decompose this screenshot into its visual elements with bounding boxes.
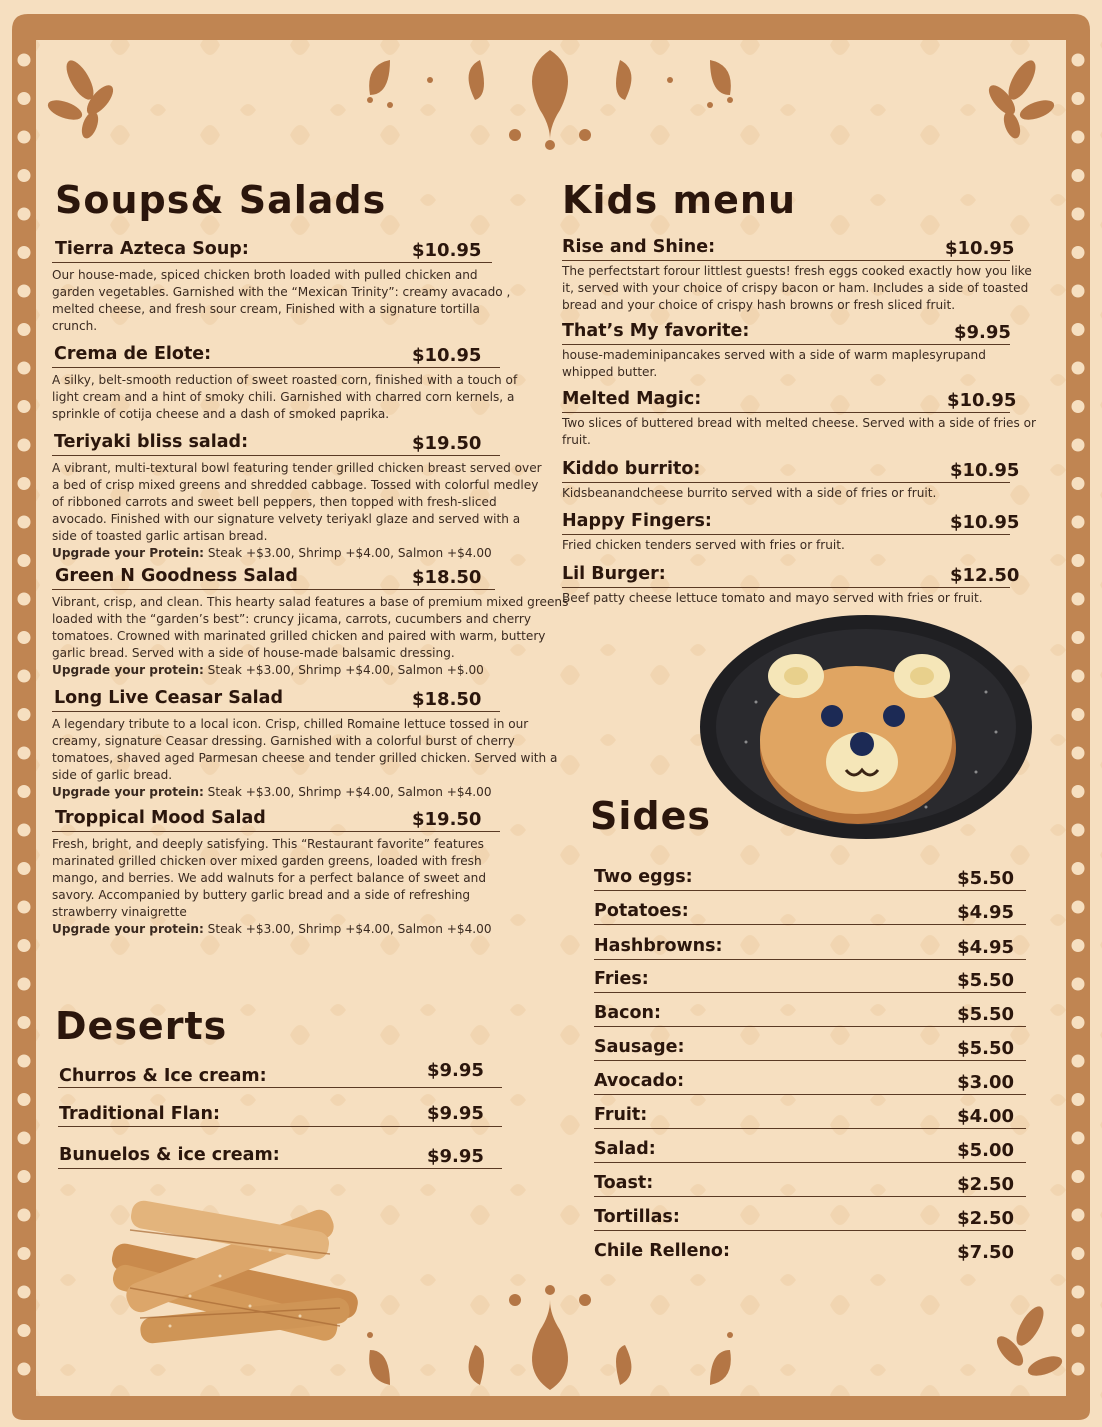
menu-item-happy-fingers — [562, 507, 1020, 554]
item-name: Long Live Ceasar Salad — [54, 688, 283, 708]
side-item — [594, 1138, 1026, 1163]
item-description: A legendary tribute to a local icon. Crisp, chilled Romaine lettuce tossed in our creamy, signature Ceasar dressing. Garnished with a colorful burst of cherry tomatoes, shaved aged Parmesan cheese and tender grilled chicken. Served with a side of garlic bread. — [52, 717, 558, 782]
item-price: $10.95 — [412, 345, 482, 366]
side-item-name: Two eggs: — [594, 867, 693, 887]
item-header — [52, 804, 500, 832]
side-item — [594, 1070, 1026, 1095]
floral-corner-ornament — [40, 50, 120, 140]
side-item — [594, 1240, 1026, 1264]
item-description: Vibrant, crisp, and clean. This hearty salad features a base of premium mixed greens loaded with the “garden’s best”: cruncy jicama, carrots, cucumbers and cherry tomatoes. Crowned with marinated grilled chicken and paired with warm, buttery garlic bread. Served with a side of house-made balsamic dressing. — [52, 595, 569, 660]
item-price: $10.95 — [412, 240, 482, 261]
item-name: Lil Burger: — [562, 564, 666, 584]
upgrade-label: Upgrade your protein: — [52, 922, 204, 936]
protein-upgrade — [52, 784, 500, 801]
side-item — [594, 1172, 1026, 1197]
upgrade-label: Upgrade your protein: — [52, 785, 204, 799]
side-item-price: $5.50 — [957, 868, 1014, 889]
item-description: Kidsbeanandcheese burrito served with a side of fries or fruit. — [562, 486, 937, 500]
item-name: Rise and Shine: — [562, 237, 716, 257]
menu-item-melted-magic — [562, 385, 1037, 449]
side-item — [594, 900, 1026, 925]
side-item-price: $5.50 — [957, 970, 1014, 991]
item-header — [562, 233, 1015, 261]
side-item-name: Avocado: — [594, 1071, 685, 1091]
item-name: Tierra Azteca Soup: — [55, 239, 249, 259]
side-item-name: Toast: — [594, 1173, 654, 1193]
side-item-name: Sausage: — [594, 1037, 685, 1057]
side-item-name: Bacon: — [594, 1003, 662, 1023]
item-description: Beef patty cheese lettuce tomato and mayo served with fries or fruit. — [562, 591, 983, 605]
soups-salads-title: Soups& Salads — [55, 178, 387, 222]
item-description: Fresh, bright, and deeply satisfying. This “Restaurant favorite” features marinated grilled chicken over mixed garden greens, loaded with fresh mango, and berries. We add walnuts for a perfect balance of sweet and savory. Accompanied by buttery garlic bread and a side of refreshing strawberry vinaigrette — [52, 837, 486, 919]
item-price: $12.50 — [950, 565, 1020, 586]
side-item-price: $5.50 — [957, 1004, 1014, 1025]
side-item-price: $4.95 — [957, 937, 1014, 958]
side-item-name: Hashbrowns: — [594, 936, 723, 956]
floral-corner-ornament — [990, 1296, 1070, 1396]
side-item — [594, 1206, 1026, 1231]
item-price: $10.95 — [950, 512, 1020, 533]
item-header — [58, 1099, 502, 1127]
item-price: $19.50 — [412, 809, 482, 830]
side-item-price: $2.50 — [957, 1208, 1014, 1229]
menu-item-kiddo-burrito — [562, 455, 1020, 502]
item-name: Green N Goodness Salad — [55, 566, 298, 586]
floral-bottom-ornament — [330, 1285, 770, 1400]
item-header — [562, 560, 1020, 588]
item-description: Fried chicken tenders served with fries or fruit. — [562, 538, 845, 552]
item-name: Troppical Mood Salad — [55, 808, 266, 828]
deserts-title: Deserts — [55, 1004, 228, 1048]
side-item-name: Fruit: — [594, 1105, 648, 1125]
side-item — [594, 935, 1026, 960]
item-price: $18.50 — [412, 689, 482, 710]
side-item-name: Salad: — [594, 1139, 656, 1159]
item-name: Churros & Ice cream: — [59, 1066, 267, 1086]
side-item-name: Chile Relleno: — [594, 1241, 730, 1261]
item-header — [52, 562, 495, 590]
desert-item-churros — [58, 1060, 502, 1088]
upgrade-options: Steak +$3.00, Shrimp +$4.00, Salmon +$4.00 — [204, 546, 492, 560]
item-description: A vibrant, multi-textural bowl featuring tender grilled chicken breast served over a bed of crisp mixed greens and shredded cabbage. Tossed with colorful medley of ribboned carrots and sweet bell peppers, then topped with fresh-sliced avocado. Finished with our signature velvety teriyakl glaze and served with a side of toasted garlic artisan bread. — [52, 461, 542, 543]
item-name: Bunuelos & ice cream: — [59, 1145, 280, 1165]
side-item — [594, 1036, 1026, 1061]
item-name: Teriyaki bliss salad: — [54, 432, 249, 452]
menu-item-rise-and-shine — [562, 233, 1032, 314]
sides-title: Sides — [590, 794, 711, 838]
side-item-price: $5.50 — [957, 1038, 1014, 1059]
item-header — [562, 317, 1010, 345]
item-price: $9.95 — [427, 1146, 484, 1167]
item-name: Crema de Elote: — [54, 344, 212, 364]
desert-item-bunuelos — [58, 1141, 502, 1169]
item-description: A silky, belt-smooth reduction of sweet roasted corn, finished with a touch of light cream and a hint of smoky chili. Garnished with charred corn kernels, a sprinkle of cotija cheese and a dash of smoked paprika. — [52, 373, 518, 421]
churros-image — [100, 1196, 365, 1372]
side-item-name: Fries: — [594, 969, 649, 989]
side-item-price: $4.95 — [957, 902, 1014, 923]
item-description: house-mademinipancakes served with a side of warm maplesyrupand whipped butter. — [562, 348, 986, 379]
protein-upgrade — [52, 921, 500, 938]
upgrade-options: Steak +$3.00, Shrimp +$4.00, Salmon +$.00 — [203, 663, 484, 677]
item-price: $9.95 — [954, 322, 1011, 343]
side-item-price: $4.00 — [957, 1106, 1014, 1127]
floral-top-ornament — [330, 40, 770, 150]
item-price: $19.50 — [412, 433, 482, 454]
kids-menu-title: Kids menu — [562, 178, 796, 222]
menu-item-troppical-mood — [52, 804, 500, 938]
floral-corner-ornament — [982, 50, 1062, 140]
bear-pancake-image — [696, 612, 1036, 842]
item-header — [58, 1060, 502, 1088]
item-name: Happy Fingers: — [562, 511, 712, 531]
menu-item-crema-de-elote — [52, 340, 518, 423]
item-price: $10.95 — [945, 238, 1015, 259]
item-description: The perfectstart forour littlest guests! fresh eggs cooked exactly how you like it, served with your choice of crispy bacon or ham. Includes a side of toasted bread and your choice of crispy hash browns or fresh sliced fruit. — [562, 264, 1032, 312]
side-item — [594, 1104, 1026, 1129]
item-header — [562, 385, 1017, 413]
upgrade-options: Steak +$3.00, Shrimp +$4.00, Salmon +$4.00 — [203, 922, 492, 936]
menu-item-lil-burger — [562, 560, 1020, 607]
protein-upgrade — [52, 662, 495, 679]
item-name: Melted Magic: — [562, 389, 702, 409]
item-header — [562, 507, 1020, 535]
item-name: Kiddo burrito: — [562, 459, 701, 479]
item-description: Our house-made, spiced chicken broth loaded with pulled chicken and garden vegetables. Garnished with the “Mexican Trinity”: creamy avacado , melted cheese, and fresh sour cream, Finished with a signature tortilla crunch. — [52, 268, 511, 333]
item-price: $18.50 — [412, 567, 482, 588]
side-item — [594, 968, 1026, 993]
upgrade-options: Steak +$3.00, Shrimp +$4.00, Salmon +$4.00 — [203, 785, 492, 799]
side-item-price: $3.00 — [957, 1072, 1014, 1093]
item-price: $10.95 — [950, 460, 1020, 481]
side-item-price: $7.50 — [957, 1242, 1014, 1263]
upgrade-label: Upgrade your protein: — [52, 663, 204, 677]
desert-item-flan — [58, 1099, 502, 1127]
side-item — [594, 866, 1026, 891]
menu-item-green-n-goodness — [52, 562, 569, 679]
menu-item-long-live-ceasar — [52, 684, 558, 801]
side-item — [594, 1002, 1026, 1027]
protein-upgrade — [52, 545, 500, 562]
upgrade-label: Upgrade your Protein: — [52, 546, 205, 560]
item-header — [52, 428, 500, 456]
item-price: $9.95 — [427, 1060, 484, 1081]
side-item-price: $5.00 — [957, 1140, 1014, 1161]
item-header — [52, 684, 500, 712]
side-item-name: Potatoes: — [594, 901, 689, 921]
side-item-price: $2.50 — [957, 1174, 1014, 1195]
item-name: Traditional Flan: — [59, 1104, 220, 1124]
item-header — [58, 1141, 502, 1169]
item-price: $10.95 — [947, 390, 1017, 411]
item-header — [562, 455, 1020, 483]
item-price: $9.95 — [427, 1103, 484, 1124]
menu-item-teriyaki-bliss — [52, 428, 542, 562]
item-header — [52, 235, 492, 263]
item-name: That’s My favorite: — [562, 321, 750, 341]
item-description: Two slices of buttered bread with melted cheese. Served with a side of fries or fruit. — [562, 416, 1037, 447]
item-header — [52, 340, 500, 368]
side-item-name: Tortillas: — [594, 1207, 680, 1227]
menu-item-thats-my-favorite — [562, 317, 1010, 381]
menu-item-tierra-azteca — [52, 235, 511, 335]
